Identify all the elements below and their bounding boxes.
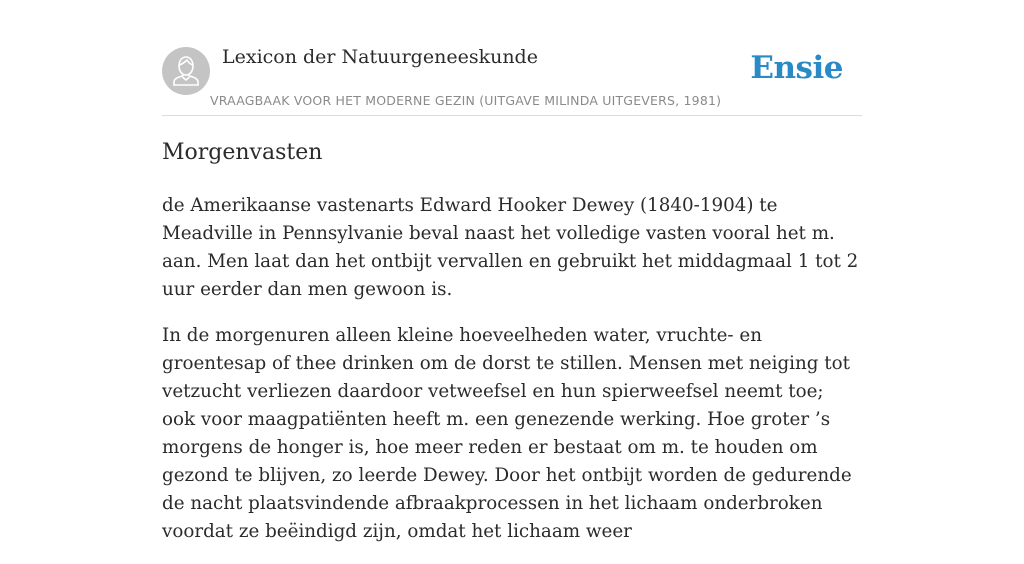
entry-paragraph: de Amerikaanse vastenarts Edward Hooker Dewey (1840-1904) te Meadville in Pennsylvanie beval naast het volledige vasten vooral het m. aan. Men laat dan het ontbijt vervallen en gebruikt het middagmaal 1 tot 2 uur eerder dan men gewoon is. <box>162 195 859 300</box>
page <box>162 0 862 542</box>
book-header <box>162 0 862 116</box>
book-title-link[interactable]: Lexicon der Natuurgeneeskunde <box>222 46 538 68</box>
avatar[interactable] <box>162 47 210 95</box>
brand-logo[interactable]: Ensie <box>750 50 843 86</box>
entry-title: Morgenvasten <box>162 140 323 165</box>
entry-body <box>162 192 862 564</box>
user-icon <box>162 47 210 95</box>
entry-paragraph: In de morgenuren alleen kleine hoeveelheden water, vruchte- en groentesap of thee drinken om de dorst te stillen. Mensen met neiging tot vetzucht verliezen daardoor vetweefsel en hun spierweefsel neemt toe; ook voor maagpatiënten heeft m. een genezende werking. Hoe groter ’s morgens de honger is, hoe meer reden er bestaat om m. te houden om gezond te blijven, zo leerde Dewey. Door het ontbijt worden de gedurende de nacht plaatsvindende afbraakprocessen in het lichaam onderbroken voordat ze beëindigd zijn, omdat het lichaam weer <box>162 325 852 542</box>
book-subtitle: VRAAGBAAK VOOR HET MODERNE GEZIN (UITGAVE MILINDA UITGEVERS, 1981) <box>210 93 722 108</box>
